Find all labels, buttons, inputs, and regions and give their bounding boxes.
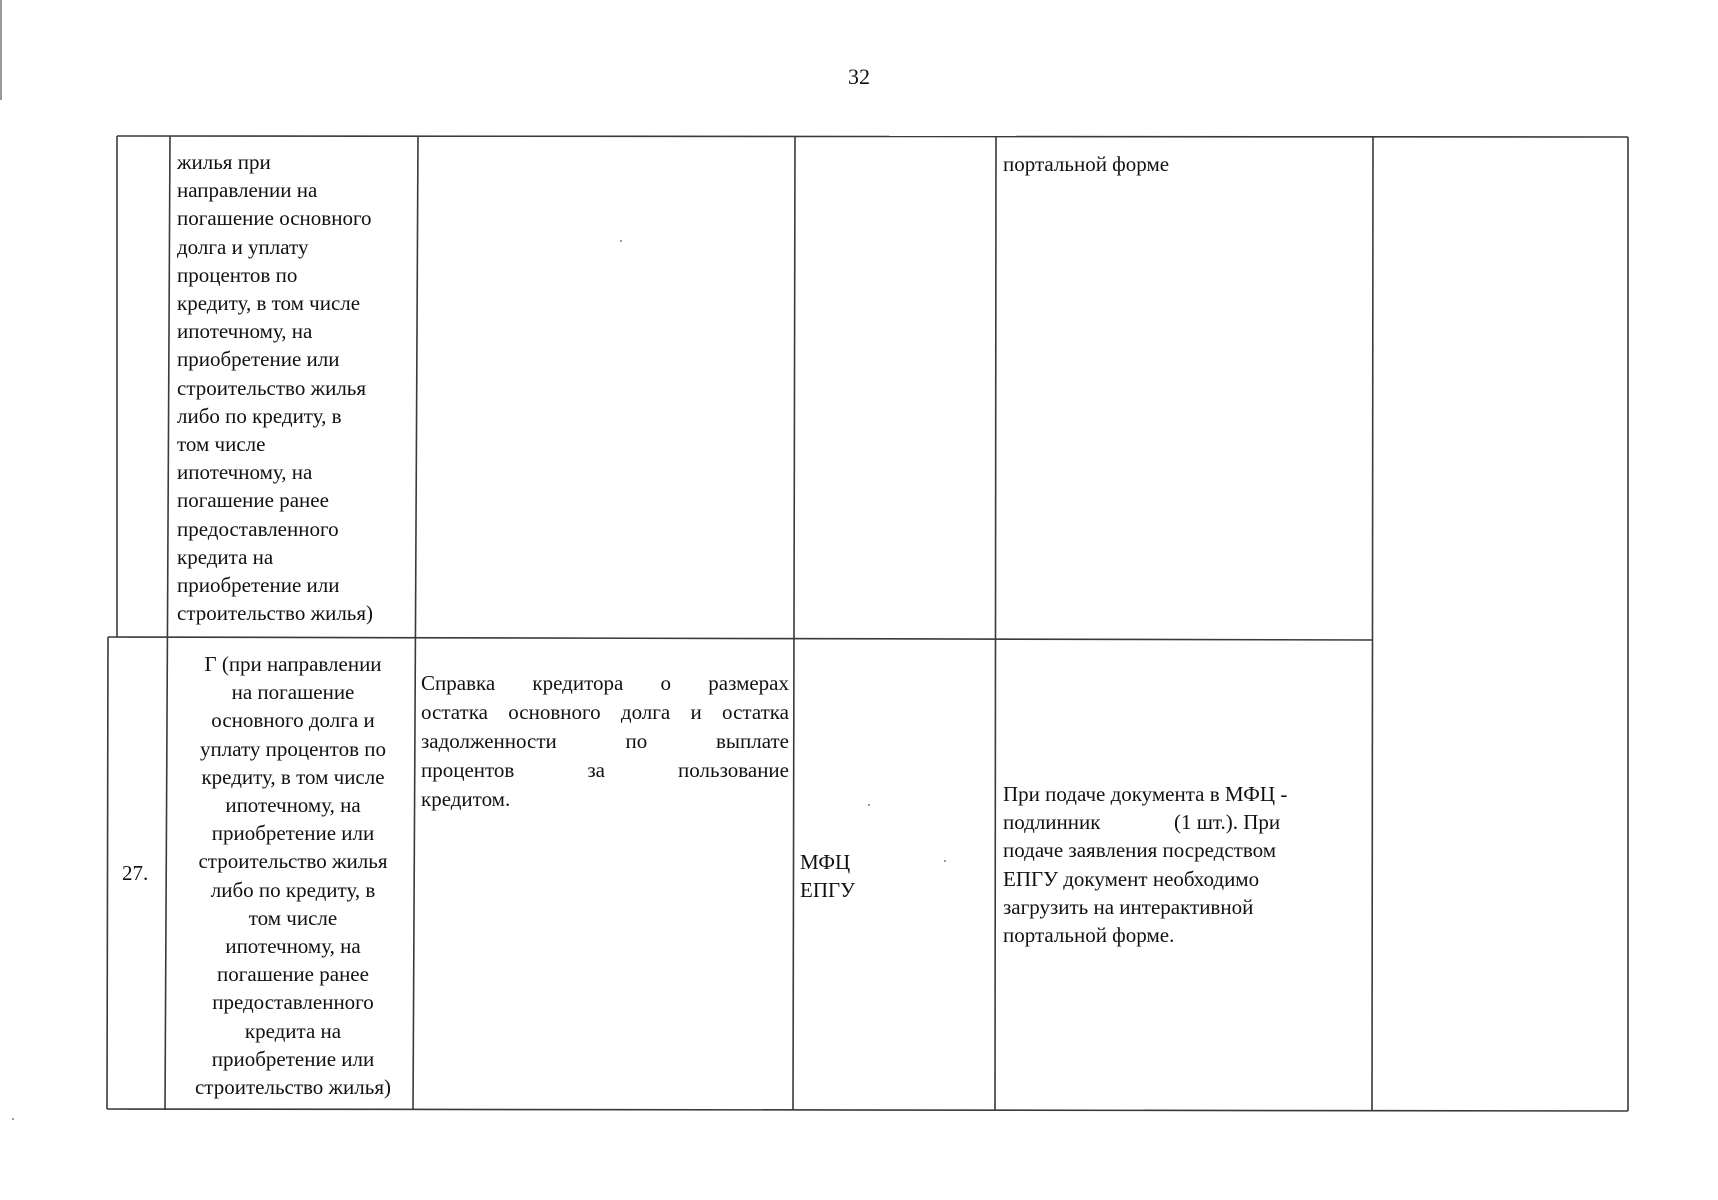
page-number: 32	[848, 64, 870, 89]
row-27-col5: При подаче документа в МФЦ - подлинник (1 шт.). При подаче заявления посредством ЕПГУ документ необходимо загрузить на интерактивной портальной форме.	[1003, 782, 1288, 948]
row-27-number: 27.	[122, 861, 149, 885]
col-sep-4	[995, 137, 996, 1110]
row-27-col2: Г (при направлении на погашение основного долга и уплату процентов по кредиту, в том числе ипотечному, на приобретение или строительство жилья либо по кредиту, в том числе ипотечному, на погашение ранее предоставленного кредита на приобретение или строительство жилья)	[194, 652, 392, 1100]
row-27-col3: Справка кредитора о размерах остатка основного долга и остатка задолженности по выплате процентов за пользование кредитом.	[421, 671, 789, 811]
row-27-col4: МФЦ ЕПГУ	[800, 850, 856, 903]
table-left-border-lower	[107, 637, 108, 1109]
continued-row-col5: портальной форме	[1003, 152, 1170, 176]
table-top-border	[117, 136, 1628, 137]
col-sep-3	[793, 137, 795, 1110]
continued-row-col2: жилья при направлении на погашение основного долга и уплату процентов по кредиту, в том числе ипотечному, на приобретение или строительство жилья либо по кредиту, в том числе ипотечному, на погашение ранее предоставленного кредита на приобретение или строительство жилья)	[177, 150, 374, 626]
col-sep-5	[1372, 137, 1373, 1111]
scan-speck	[944, 860, 946, 862]
scan-speck	[620, 240, 622, 242]
row-separator	[108, 637, 1373, 640]
scan-speck	[868, 804, 870, 806]
scan-speck	[12, 1118, 14, 1120]
table-bottom-border	[107, 1109, 1628, 1111]
